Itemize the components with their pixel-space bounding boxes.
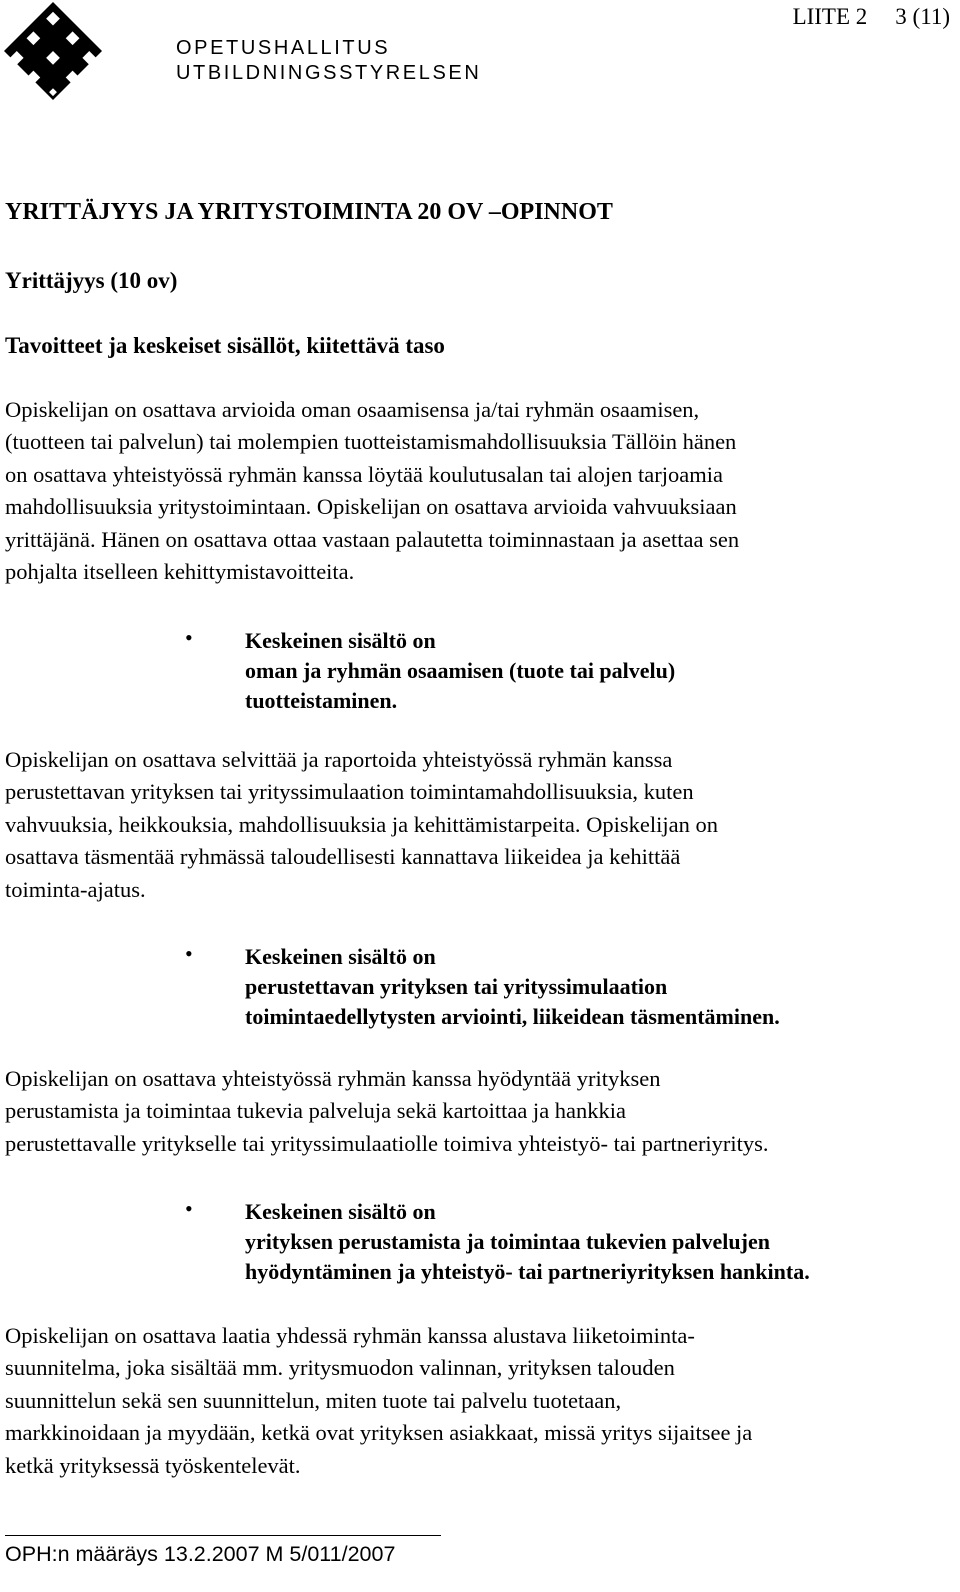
appendix-label: LIITE 2 (792, 4, 868, 29)
bullet-line: tuotteistaminen. (245, 688, 398, 713)
text-line: osattava täsmentää ryhmässä taloudellisesti kannattava liikeidea ja kehittää (5, 844, 681, 870)
bullet-line: oman ja ryhmän osaamisen (tuote tai palvelu) (245, 658, 676, 683)
text-line: Opiskelijan on osattava laatia yhdessä ryhmän kanssa alustava liiketoiminta- (5, 1323, 695, 1348)
bullet-line: yrityksen perustamista ja toimintaa tukevien palvelujen (245, 1229, 770, 1254)
key-content-bullet-1 (245, 626, 675, 716)
page-number: 3 (11) (895, 4, 950, 29)
text-line: (tuotteen tai palvelun) tai molempien tuotteistamismahdollisuuksia Tällöin hänen (5, 429, 737, 455)
bullet-line: perustettavan yrityksen tai yrityssimulaation (245, 974, 668, 999)
paragraph-4 (5, 1320, 950, 1482)
text-line: Opiskelijan on osattava yhteistyössä ryhmän kanssa hyödyntää yrityksen (5, 1066, 661, 1091)
opetushallitus-logo-icon (4, 2, 102, 100)
footer-regulation: OPH:n määräys 13.2.2007 M 5/011/2007 (5, 1542, 396, 1566)
text-line: on osattava yhteistyössä ryhmän kanssa löytää koulutusalan tai alojen tarjoamia (5, 461, 723, 487)
text-line: ketkä yrityksessä työskentelevät. (5, 1452, 301, 1478)
footer-divider (5, 1535, 441, 1536)
text-line: perustamista ja toimintaa tukevia palveluja sekä kartoittaa ja hankkia (5, 1098, 627, 1124)
document-title: YRITTÄJYYS JA YRITYSTOIMINTA 20 OV –OPINNOT (5, 199, 613, 225)
subsection-heading: Tavoitteet ja keskeiset sisällöt, kiitettävä taso (5, 333, 445, 358)
bullet-icon: • (185, 1196, 193, 1221)
bullet-icon: • (185, 941, 193, 966)
text-line: suunnittelun sekä sen suunnittelun, miten tuote tai palvelu tuotetaan, (5, 1387, 622, 1413)
bullet-line: hyödyntäminen ja yhteistyö- tai partneriyrityksen hankinta. (245, 1259, 810, 1284)
bullet-icon: • (185, 625, 193, 650)
page-header-right (793, 4, 950, 30)
paragraph-1 (5, 394, 950, 588)
bullet-line: toimintaedellytysten arviointi, liikeidean täsmentäminen. (245, 1004, 780, 1029)
text-line: Opiskelijan on osattava selvittää ja raportoida yhteistyössä ryhmän kanssa (5, 747, 673, 772)
key-content-bullet-2 (245, 942, 780, 1032)
org-name-swedish: UTBILDNINGSSTYRELSEN (176, 62, 482, 84)
text-line: suunnitelma, joka sisältää mm. yritysmuodon valinnan, yrityksen talouden (5, 1355, 675, 1381)
paragraph-2 (5, 744, 950, 906)
text-line: pohjalta itselleen kehittymistavoitteita. (5, 559, 355, 585)
text-line: perustettavan yrityksen tai yrityssimulaation toimintamahdollisuuksia, kuten (5, 779, 694, 805)
text-line: mahdollisuuksia yritystoimintaan. Opiskelijan on osattava arvioida vahvuuksiaan (5, 494, 737, 520)
bullet-line: Keskeinen sisältö on (245, 1199, 436, 1224)
text-line: perustettavalle yritykselle tai yrityssimulaatiolle toimiva yhteistyö- tai partneriyritys. (5, 1130, 769, 1156)
text-line: yrittäjänä. Hänen on osattava ottaa vastaan palautetta toiminnastaan ja asettaa sen (5, 526, 740, 552)
bullet-line: Keskeinen sisältö on (245, 944, 436, 969)
paragraph-3 (5, 1063, 950, 1160)
text-line: Opiskelijan on osattava arvioida oman osaamisensa ja/tai ryhmän osaamisen, (5, 397, 700, 422)
org-name-finnish: OPETUSHALLITUS (176, 37, 391, 59)
key-content-bullet-3 (245, 1197, 810, 1287)
bullet-line: Keskeinen sisältö on (245, 628, 436, 653)
text-line: markkinoidaan ja myydään, ketkä ovat yrityksen asiakkaat, missä yritys sijaitsee ja (5, 1420, 753, 1446)
text-line: toiminta-ajatus. (5, 876, 146, 902)
text-line: vahvuuksia, heikkouksia, mahdollisuuksia ja kehittämistarpeita. Opiskelijan on (5, 811, 718, 837)
section-heading: Yrittäjyys (10 ov) (5, 268, 178, 293)
